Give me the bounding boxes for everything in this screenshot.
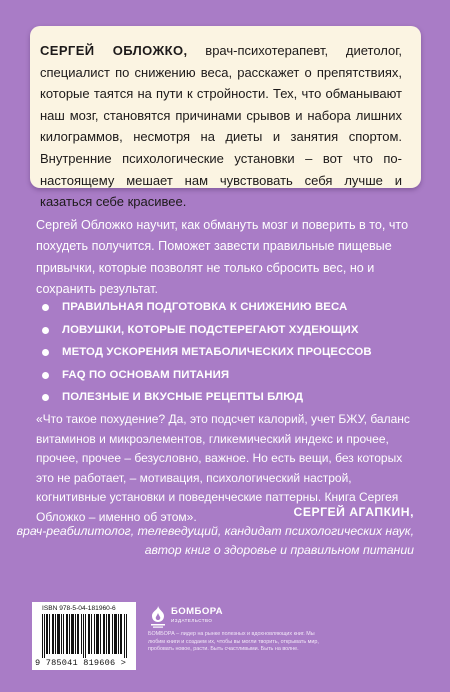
publisher-subtitle: ИЗДАТЕЛЬСТВО	[171, 618, 213, 623]
feature-list	[42, 296, 422, 409]
feature-item	[42, 319, 422, 342]
feature-label: ЛОВУШКИ, КОТОРЫЕ ПОДСТЕРЕГАЮТ ХУДЕЮЩИХ	[62, 323, 359, 336]
description-paragraph: Сергей Обложко научит, как обмануть мозг и поверить в то, что похудеть получится. Поможет завести правильные пищевые привычки, которые позволят не только сбросить вес, но и сохранить результат.	[36, 218, 409, 297]
bullet-icon	[42, 394, 49, 401]
barcode-number: 9 785041 819606 >	[35, 658, 127, 668]
testimonial-quote: «Что такое похудение? Да, это подсчет калорий, учет БЖУ, баланс витаминов и микроэлементов, гликемический индекс и прочее, прочее, прочее – безусловно, важное. Но есть вещи, без которых это не работает, – мотивация, психологический настрой, когнитивные установки и поведенческие паттерны. Книга Сергея Обложко – именно об этом».	[36, 412, 410, 524]
feature-item	[42, 364, 422, 387]
bombora-logo-icon	[148, 605, 168, 628]
feature-item	[42, 296, 422, 319]
barcode-bars	[42, 614, 128, 658]
publisher-note: БОМБОРА – лидер на рынке полезных и вдохновляющих книг. Мы любим книги и создаем их, чтобы вы могли творить, открывать мир, пробовать новое, расти. Быть счастливыми. Быть на волне.	[148, 631, 319, 653]
publisher-name: БОМБОРА	[171, 606, 223, 617]
intro-paragraph	[40, 40, 402, 213]
isbn-label: ISBN 978-5-04-181960-6	[42, 605, 116, 612]
barcode	[32, 602, 136, 670]
intro-body: врач-психотерапевт, диетолог, специалист по снижению веса, расскажет о препятствиях, которые таятся на пути к стройности. Тех, что обманывают наш мозг, становятся причинами срывов и набора лишних килограммов, несмотря на диеты и занятия спортом. Внутренние психологические установки – вот что по-настоящему мешает нам чувствовать себя лучше и казаться себе красивее.	[40, 43, 402, 210]
bullet-icon	[42, 372, 49, 379]
bullet-icon	[42, 304, 49, 311]
feature-item	[42, 386, 422, 409]
bullet-icon	[42, 349, 49, 356]
feature-label: ПРАВИЛЬНАЯ ПОДГОТОВКА К СНИЖЕНИЮ ВЕСА	[62, 301, 348, 313]
feature-item	[42, 341, 422, 364]
intro-author-name: СЕРГЕЙ ОБЛОЖКО,	[40, 43, 188, 58]
bullet-icon	[42, 327, 49, 334]
testimonial-author-description: врач-реабилитолог, телеведущий, кандидат психологических наук, автор книг о здоровье и правильном питании	[16, 524, 414, 557]
feature-label: ПОЛЕЗНЫЕ И ВКУСНЫЕ РЕЦЕПТЫ БЛЮД	[62, 391, 304, 404]
testimonial-author: СЕРГЕЙ АГАПКИН,	[293, 505, 414, 519]
feature-label: FAQ ПО ОСНОВАМ ПИТАНИЯ	[62, 368, 230, 381]
feature-label: МЕТОД УСКОРЕНИЯ МЕТАБОЛИЧЕСКИХ ПРОЦЕССОВ	[62, 346, 372, 359]
